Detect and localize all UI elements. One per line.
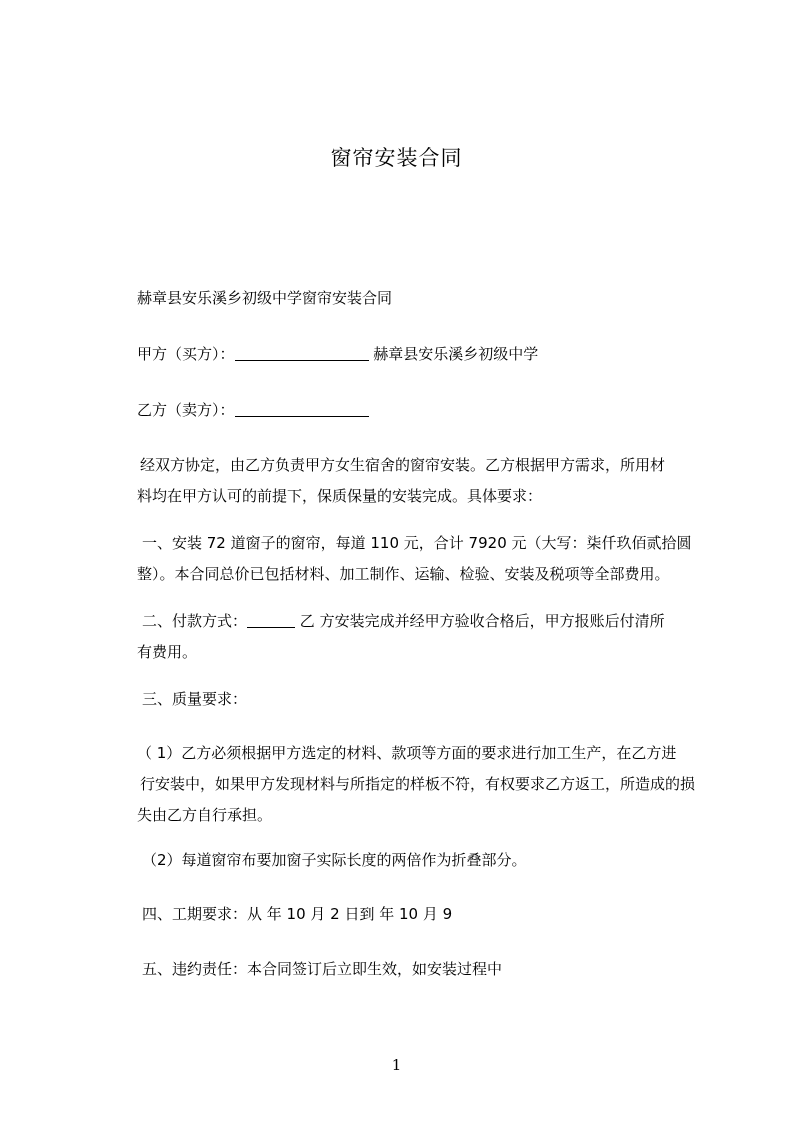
item-2-text: 乙 方安装完成并经甲方验收合格后，甲方报账后付清所 — [299, 612, 665, 630]
item-4-paragraph: 四、工期要求：从 年 10 月 2 日到 年 10 月 9 — [142, 905, 453, 923]
intro-paragraph — [137, 450, 720, 512]
intro-line-1: 经双方协定，由乙方负责甲方女生宿舍的窗帘安装。乙方根据甲方需求，所用材 — [140, 456, 666, 474]
item-1-line-1: 一、安装 72 道窗子的窗帘，每道 110 元，合计 7920 元（大写：柒仟玖佰贰拾圆 — [142, 534, 692, 552]
item-3-1-line-3: 失由乙方自行承担。 — [137, 806, 273, 824]
item-3-heading: 三、质量要求： — [142, 690, 248, 708]
item-3-1-line-1: （ 1）乙方必须根据甲方选定的材料、款项等方面的要求进行加工生产，在乙方进 — [137, 744, 677, 762]
item-5-paragraph: 五、违约责任：本合同签订后立即生效，如安装过程中 — [142, 960, 503, 978]
item-2-prefix: 二、付款方式： — [142, 612, 248, 630]
party-a-value: 赫章县安乐溪乡初级中学 — [373, 345, 539, 363]
item-3-1-line-2: 行安装中，如果甲方发现材料与所指定的样板不符，有权要求乙方返工，所造成的损 — [140, 775, 696, 793]
intro-line-2: 料均在甲方认可的前提下，保质保量的安装完成。具体要求： — [137, 487, 543, 505]
item-2-line-2: 有费用。 — [137, 643, 198, 661]
item-3-2-paragraph: （2）每道窗帘布要加窗子实际长度的两倍作为折叠部分。 — [142, 851, 527, 869]
item-3-1-paragraph — [137, 738, 717, 831]
party-a-blank — [235, 344, 369, 361]
item-1-line-2: 整）。本合同总价已包括材料、加工制作、运输、检验、安装及税项等全部费用。 — [137, 565, 670, 583]
party-b-label: 乙方（卖方）： — [137, 401, 235, 419]
item-1-paragraph — [137, 528, 722, 590]
party-b-blank — [235, 400, 369, 417]
party-a-line — [137, 339, 717, 370]
item-2-paragraph — [137, 606, 722, 668]
contract-subtitle: 赫章县安乐溪乡初级中学窗帘安装合同 — [137, 289, 393, 307]
payment-blank — [247, 611, 295, 628]
page-number: 1 — [391, 1056, 402, 1074]
party-a-label: 甲方（买方）： — [137, 345, 235, 363]
document-title: 窗帘安装合同 — [330, 146, 463, 170]
party-b-line — [137, 395, 717, 426]
